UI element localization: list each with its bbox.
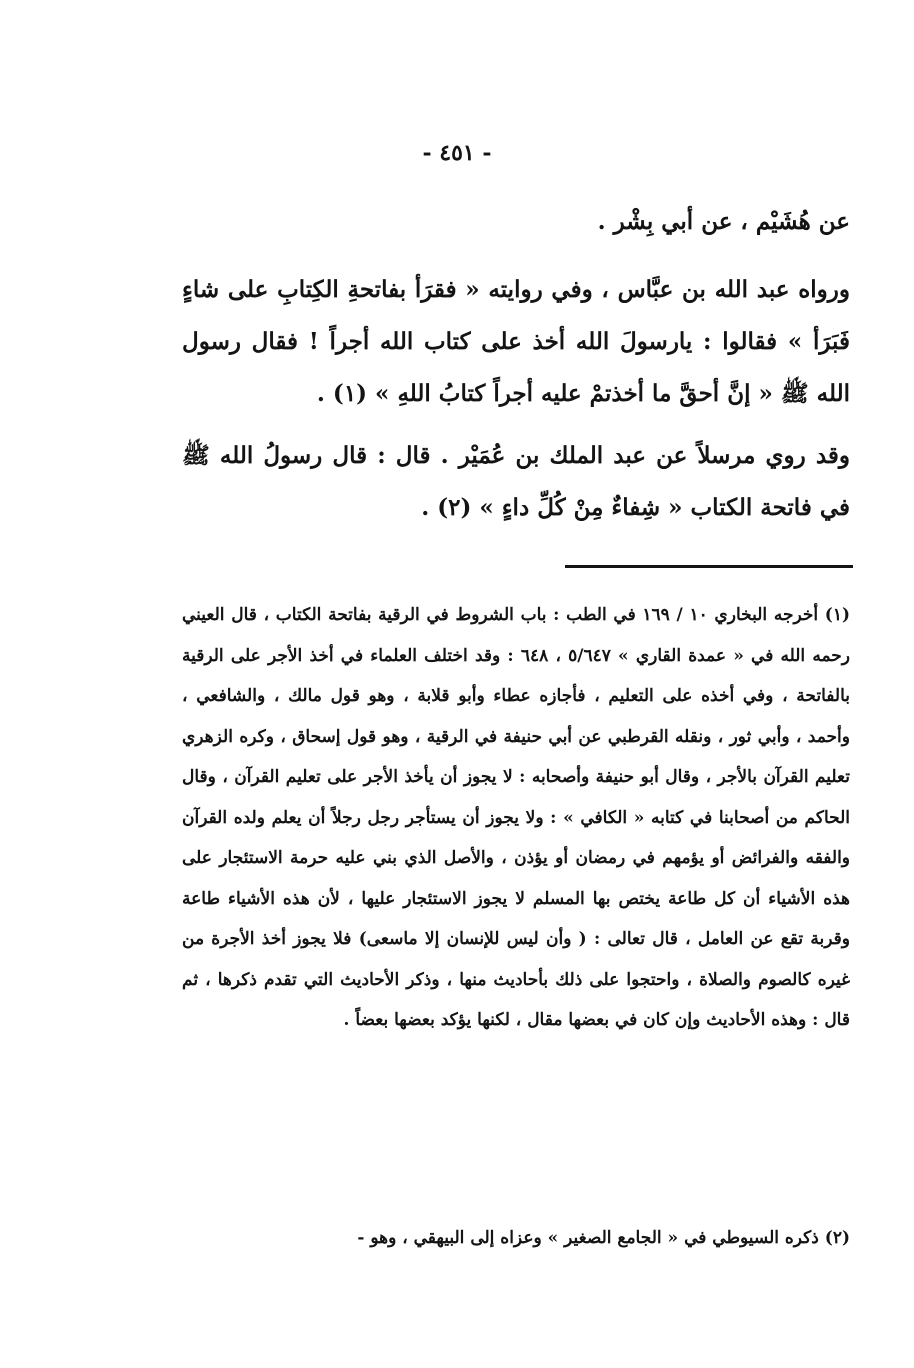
footnote-separator xyxy=(565,565,853,568)
footnote-2: (٢) ذكره السيوطي في « الجامع الصغير » وعزاه إلى البيهقي ، وهو - xyxy=(357,1228,850,1248)
footnote-1: (١) أخرجه البخاري ١٠ / ١٦٩ في الطب : باب الشروط في الرقية بفاتحة الكتاب ، قال العيني رحمه الله في « عمدة القاري » ٥/٦٤٧ ، ٦٤٨ : وقد اختلف العلماء في أخذ الأجر على الرقية بالفاتحة ، وفي أخذه على التعليم ، فأجازه عطاء وأبو قلابة ، وهو قول مالك ، والشافعي ، وأحمد ، وأبي ثور ، ونقله القرطبي عن أبي حنيفة في الرقية ، وهو قول إسحاق ، وكره الزهري تعليم القرآن بالأجر ، وقال أبو حنيفة وأصحابه : لا يجوز أن يأخذ الأجر على تعليم القرآن ، وقال الحاكم من أصحابنا في كتابه « الكافي » : ولا يجوز أن يستأجر رجل رجلاً أن يعلم ولده القرآن والفقه والفرائض أو يؤمهم في رمضان أو يؤذن ، والأصل الذي بني عليه حرمة الاستئجار على هذه الأشياء أن كل طاعة يختص بها المسلم لا يجوز الاستئجار عليها ، لأن هذه الأشياء طاعة وقربة تقع عن العامل ، قال تعالى : ( وأن ليس للإنسان إلا ماسعى) فلا يجوز أخذ الأجرة من غيره كالصوم والصلاة ، واحتجوا على ذلك بأحاديث منها ، وذكر الأحاديث التي تقدم ذكرها ، ثم قال : وهذه الأحاديث وإن كان في بعضها مقال ، لكنها يؤكد بعضها بعضاً . xyxy=(182,605,850,1030)
main-paragraph-2: وقد روي مرسلاً عن عبد الملك بن عُمَيْر . قال : قال رسولُ الله ﷺ في فاتحة الكتاب « شِفاءٌ مِنْ كُلِّ داءٍ » (٢) . xyxy=(182,442,850,521)
main-paragraph-1: ورواه عبد الله بن عبَّاس ، وفي روايته « فقرَأ بفاتحةِ الكِتابِ على شاءٍ فَبَرَأ » فقالوا : يارسولَ الله أخذ على كتاب الله أجراً ! فقال رسول الله ﷺ « إنَّ أحقَّ ما أخذتمْ عليه أجراً كتابُ اللهِ » (١) . xyxy=(182,276,850,407)
continuation-line: عن هُشَيْم ، عن أبي بِشْر . xyxy=(597,208,850,235)
page-number: - ٤٥١ - xyxy=(422,140,492,166)
